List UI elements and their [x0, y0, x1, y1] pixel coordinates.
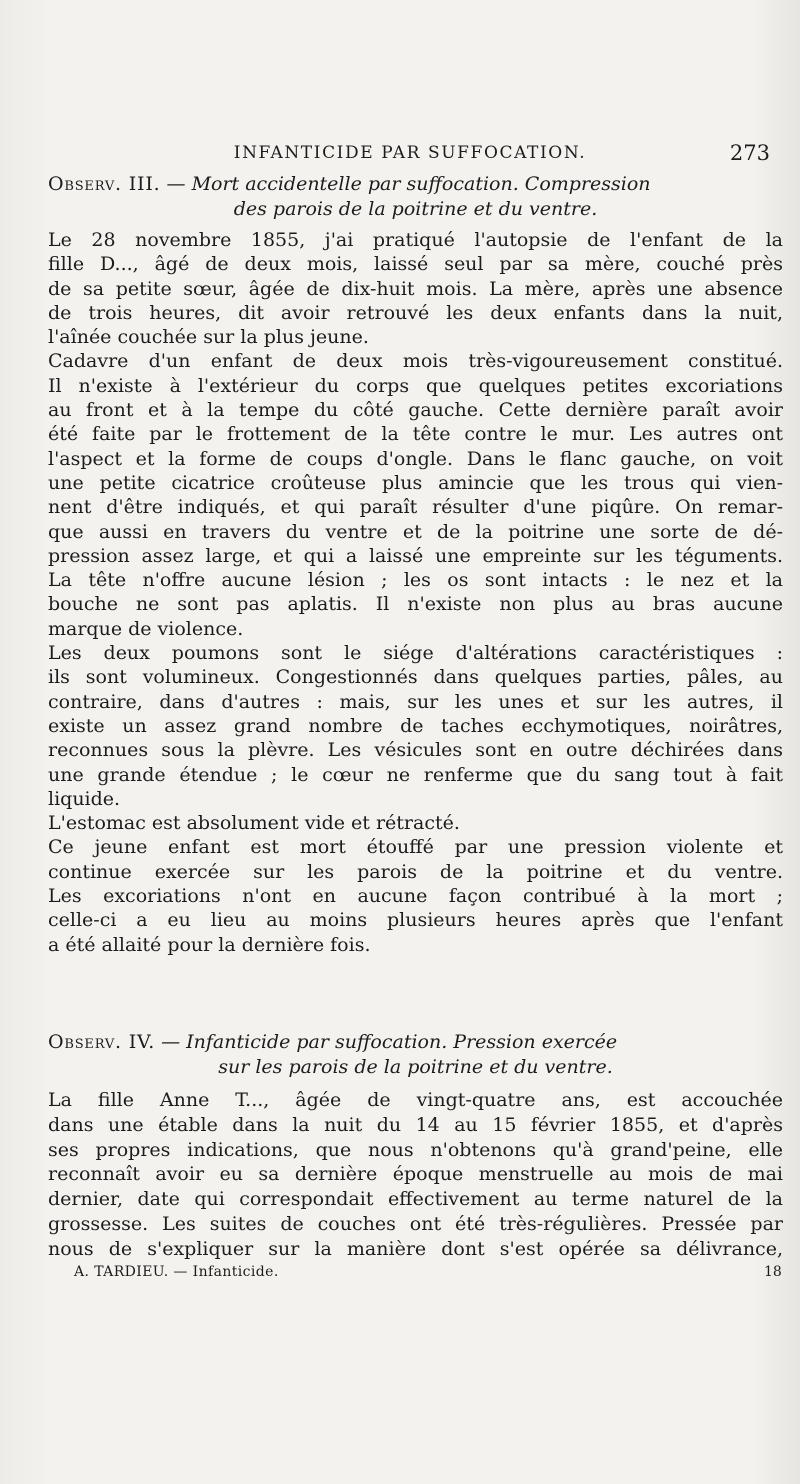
text-line: que aussi en travers du ventre et de la poitrine une sorte de dé-	[48, 520, 783, 543]
text-line: contraire, dans d'autres : mais, sur les unes et sur les autres, il	[48, 690, 783, 713]
observation-3-title: — Mort accidentelle par suffocation. Compression	[166, 173, 651, 195]
observation-4-body	[48, 1088, 783, 1262]
text-line: Il n'existe à l'extérieur du corps que quelques petites excoriations	[48, 374, 783, 397]
text-line: continue exercée sur les parois de la poitrine et du ventre.	[48, 860, 783, 883]
text-line: de trois heures, dit avoir retrouvé les deux enfants dans la nuit,	[48, 301, 783, 324]
running-title: INFANTICIDE PAR SUFFOCATION.	[233, 143, 587, 163]
text-line: pression assez large, et qui a laissé une empreinte sur les téguments.	[48, 544, 783, 567]
text-line: liquide.	[48, 787, 121, 810]
observation-4-subtitle: sur les parois de la poitrine et du ventre.	[218, 1056, 613, 1078]
text-line: La fille Anne T..., âgée de vingt-quatre ans, est accouchée	[48, 1089, 783, 1111]
text-line: l'aspect et la forme de coups d'ongle. Dans le flanc gauche, on voit	[48, 447, 783, 470]
text-line: Le 28 novembre 1855, j'ai pratiqué l'autopsie de l'enfant de la	[48, 229, 783, 251]
page-footer	[74, 1260, 786, 1284]
page-number: 273	[729, 141, 770, 165]
text-line: l'aînée couchée sur la plus jeune.	[48, 326, 369, 349]
text-line: Les deux poumons sont le siége d'altérations caractéristiques :	[48, 642, 783, 665]
text-line: Cadavre d'un enfant de deux mois très-vigoureusement constitué.	[48, 350, 783, 373]
running-header	[48, 138, 772, 168]
text-line: Ce jeune enfant est mort étouffé par une pression violente et	[48, 836, 783, 859]
observation-3-body	[48, 228, 783, 957]
observation-3-label: Observ. III.	[48, 173, 161, 195]
signature-mark: 18	[764, 1264, 782, 1280]
text-line: a été allaité pour la dernière fois.	[48, 933, 371, 956]
text-line: ses propres indications, que nous n'obtenons qu'à grand'peine, elle	[48, 1138, 783, 1161]
text-line: été faite par le frottement de la tête contre le mur. Les autres ont	[48, 423, 783, 446]
text-line: de sa petite sœur, âgée de dix-huit mois. La mère, après une absence	[48, 277, 783, 300]
text-line: reconnaît avoir eu sa dernière époque menstruelle au mois de mai	[48, 1163, 783, 1186]
printer-imprint: A. TARDIEU. — Infanticide.	[74, 1264, 279, 1280]
text-line: une grande étendue ; le cœur ne renferme que du sang tout à fait	[48, 763, 783, 786]
text-line: nous de s'expliquer sur la manière dont s'est opérée sa délivrance,	[48, 1237, 783, 1260]
text-line: marque de violence.	[48, 617, 244, 640]
observation-3-subtitle: des parois de la poitrine et du ventre.	[233, 198, 598, 220]
text-line: reconnues sous la plèvre. Les vésicules sont en outre déchirées dans	[48, 739, 783, 762]
observation-4-label: Observ. IV.	[48, 1031, 156, 1053]
text-line: bouche ne sont pas aplatis. Il n'existe non plus au bras aucune	[48, 593, 783, 616]
text-line: fille D..., âgé de deux mois, laissé seul par sa mère, couché près	[48, 253, 783, 276]
text-line: dernier, date qui correspondait effectivement au terme naturel de la	[48, 1188, 783, 1211]
text-line: dans une étable dans la nuit du 14 au 15 février 1855, et d'après	[48, 1113, 783, 1136]
text-line: au front et à la tempe du côté gauche. Cette dernière paraît avoir	[48, 399, 783, 422]
text-line: La tête n'offre aucune lésion ; les os sont intacts : le nez et la	[48, 569, 783, 592]
text-line: existe un assez grand nombre de taches ecchymotiques, noirâtres,	[48, 714, 783, 737]
text-line: ils sont volumineux. Congestionnés dans quelques parties, pâles, au	[48, 666, 783, 689]
text-line: nent d'être indiqués, et qui paraît résulter d'une piqûre. On remar-	[48, 496, 783, 519]
text-line: celle-ci a eu lieu au moins plusieurs heures après que l'enfant	[48, 909, 783, 932]
observation-4-heading	[48, 1030, 783, 1080]
text-line: grossesse. Les suites de couches ont été très-régulières. Pressée par	[48, 1212, 783, 1235]
text-line: une petite cicatrice croûteuse plus amincie que les trous qui vien-	[48, 471, 783, 494]
text-line: L'estomac est absolument vide et rétracté.	[48, 812, 460, 835]
observation-4-title: — Infanticide par suffocation. Pression exercée	[161, 1031, 618, 1053]
text-line: Les excoriations n'ont en aucune façon contribué à la mort ;	[48, 885, 783, 908]
observation-3-heading	[48, 172, 783, 222]
